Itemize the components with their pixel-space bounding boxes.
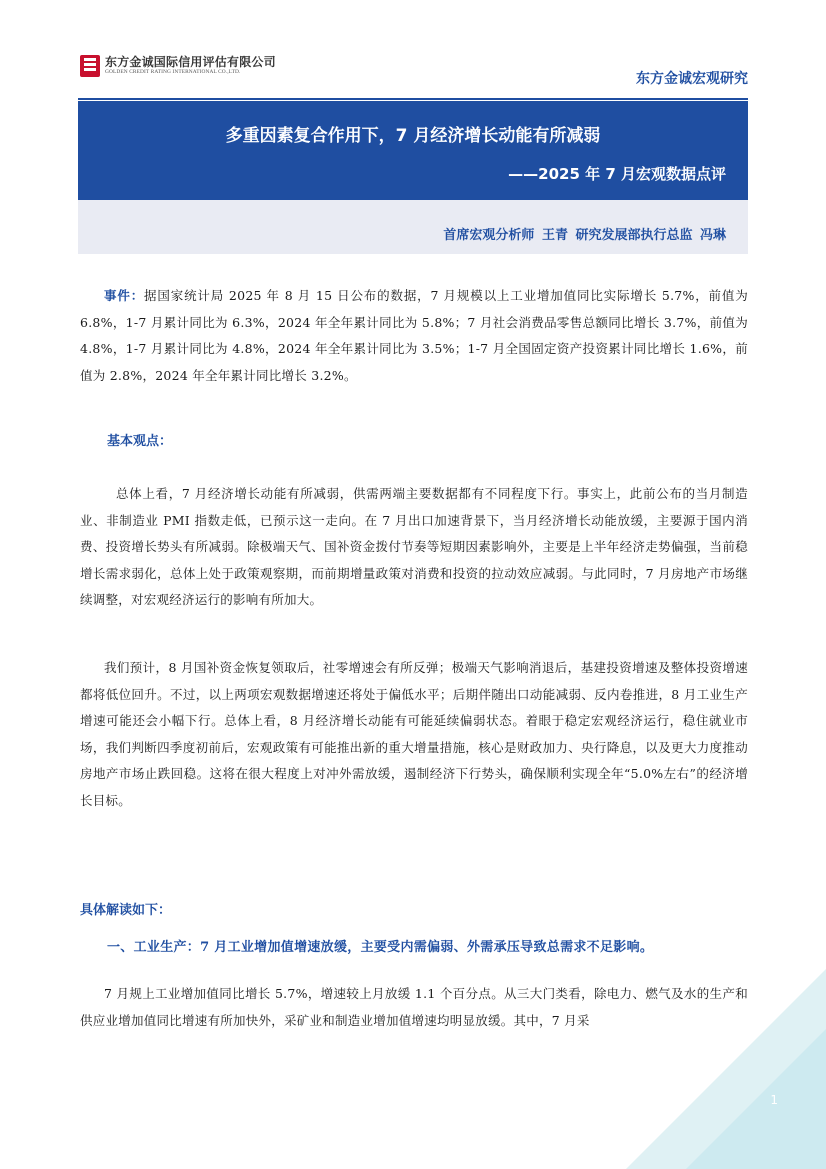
- event-text: 据国家统计局 2025 年 8 月 15 日公布的数据，7 月规模以上工业增加值同比实际增长 5.7%，前值为 6.8%，1-7 月累计同比为 6.3%，2024 年全年累计同比为 5.8%；7 月社会消费品零售总额同比增长 3.7%，前值为 4.8%，1-7 月累计同比为 4.8%，2024 年全年累计同比为 3.5%；1-7 月全国固定资产投资累计同比增长 1.6%，前值为 2.8%，2024 年全年累计同比增长 3.2%。: [80, 288, 748, 383]
- report-subtitle: ——2025 年 7 月宏观数据点评: [508, 165, 726, 183]
- page-header: [0, 0, 826, 100]
- logo-mark-icon: [80, 55, 100, 77]
- section-1-paragraph: 7 月规上工业增加值同比增长 5.7%，增速较上月放缓 1.1 个百分点。从三大门类看，除电力、燃气及水的生产和供应业增加值同比增速有所加快外，采矿业和制造业增加值增速均明显放缓。其中，7 月采: [80, 986, 748, 1028]
- detail-heading: 具体解读如下：: [80, 903, 172, 918]
- views-heading: 基本观点：: [107, 434, 173, 449]
- event-paragraph: [80, 283, 748, 389]
- event-label: 事件：: [104, 288, 145, 303]
- page-number: 1: [770, 1093, 778, 1107]
- section-1-title: 一、工业生产：7 月工业增加值增速放缓，主要受内需偏弱、外需承压导致总需求不足影响。: [107, 940, 654, 955]
- views-paragraph-1: 总体上看，7 月经济增长动能有所减弱，供需两端主要数据都有不同程度下行。事实上，此前公布的当月制造业、非制造业 PMI 指数走低，已预示这一走向。在 7 月出口加速背景下，当月经济增长动能放缓，主要源于国内消费、投资增长势头有所减弱。除极端天气、国补资金拨付节奏等短期因素影响外，主要是上半年经济走势偏强，当前稳增长需求弱化，总体上处于政策观察期，而前期增量政策对消费和投资的拉动效应减弱。与此同时，7 月房地产市场继续调整，对宏观经济运行的影响有所加大。: [80, 486, 748, 607]
- logo-chinese-name: 东方金诚国际信用评估有限公司: [105, 55, 276, 69]
- views-paragraph-2: 我们预计，8 月国补资金恢复领取后，社零增速会有所反弹；极端天气影响消退后，基建投资增速及整体投资增速都将低位回升。不过，以上两项宏观数据增速还将处于偏低水平；后期伴随出口动能减弱、反内卷推进，8 月工业生产增速可能还会小幅下行。总体上看，8 月经济增长动能有可能延续偏弱状态。着眼于稳定宏观经济运行，稳住就业市场，我们判断四季度初前后，宏观政策有可能推出新的重大增量措施，核心是财政加力、央行降息，以及更大力度推动房地产市场止跌回稳。这将在很大程度上对冲外需放缓，遏制经济下行势头，确保顺利实现全年“5.0%左右”的经济增长目标。: [80, 660, 748, 808]
- corner-decoration: [626, 969, 826, 1169]
- report-title: 多重因素复合作用下，7 月经济增长动能有所减弱: [225, 126, 601, 146]
- title-banner: [78, 101, 748, 200]
- author-line: 首席宏观分析师 王青 研究发展部执行总监 冯琳: [443, 228, 726, 243]
- author-box: [78, 200, 748, 254]
- logo-english-name: GOLDEN CREDIT RATING INTERNATIONAL CO.,LTD.: [105, 69, 241, 75]
- header-divider: [78, 98, 748, 100]
- company-logo: [80, 55, 276, 77]
- report-series: 东方金诚宏观研究: [636, 71, 748, 87]
